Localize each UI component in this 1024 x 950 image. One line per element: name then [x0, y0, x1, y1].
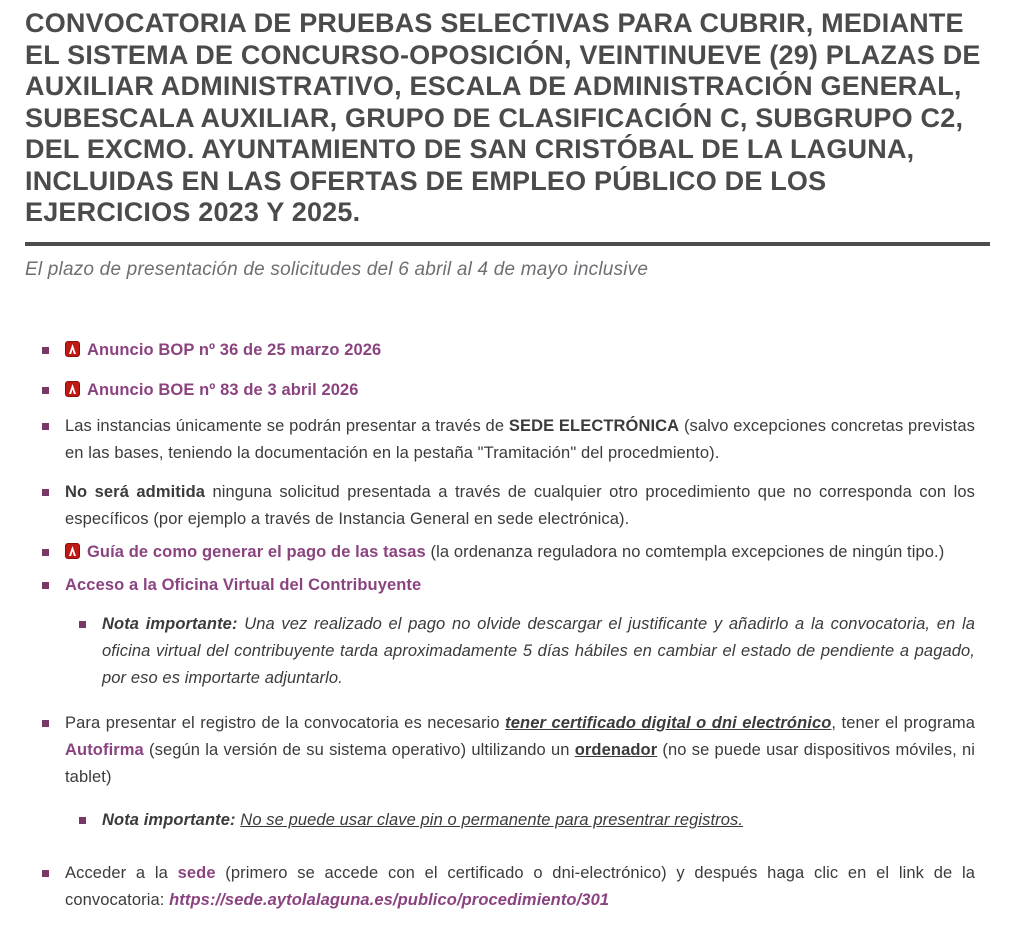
text-run: Las instancias únicamente se podrán presentar a través de	[65, 416, 509, 435]
text-run: Acceder a la	[65, 863, 178, 882]
nota-importante-label: Nota importante:	[102, 810, 241, 829]
pdf-icon	[65, 543, 80, 559]
sede-link[interactable]: sede	[177, 863, 216, 882]
anuncio-boe-link[interactable]	[65, 381, 359, 399]
list-item-content	[65, 377, 975, 404]
page-title: CONVOCATORIA DE PRUEBAS SELECTIVAS PARA CUBRIR, MEDIANTE EL SISTEMA DE CONCURSO-OPOSICIÓN, VEINTINUEVE (29) PLAZAS DE AUXILIAR ADMINISTRATIVO, ESCALA DE ADMINISTRACIÓN GENERAL, SUBESCALA AUXILIAR, GRUPO DE CLASIFICACIÓN C, SUBGRUPO C2, DEL EXCMO. AYUNTAMIENTO DE SAN CRISTÓBAL DE LA LAGUNA, INCLUIDAS EN LAS OFERTAS DE EMPLEO PÚBLICO DE LOS EJERCICIOS 2023 Y 2025.	[25, 8, 981, 227]
square-bullet-icon	[42, 387, 49, 394]
paragraph	[65, 413, 975, 467]
square-bullet-icon	[42, 423, 49, 430]
bullet-list	[25, 337, 990, 914]
text-run: (primero se accede con el certificado o dni-electrónico) y después haga clic en el link de la convocatoria:	[65, 863, 975, 909]
list-item-note	[79, 807, 975, 834]
oficina-virtual-link[interactable]	[65, 576, 421, 594]
paragraph	[65, 710, 975, 791]
square-bullet-icon	[42, 549, 49, 556]
subtitle: El plazo de presentación de solicitudes del 6 abril al 4 de mayo inclusive	[25, 258, 649, 280]
list-item	[42, 710, 975, 791]
convocatoria-url-link[interactable]: https://sede.aytolalaguna.es/publico/procedimiento/301	[169, 890, 610, 909]
square-bullet-icon	[79, 621, 86, 628]
square-bullet-icon	[42, 347, 49, 354]
list-item	[42, 860, 975, 914]
clave-pin-warning: No se puede usar clave pin o permanente para presentrar registros.	[240, 810, 744, 829]
text-run: (según la versión de su sistema operativo) ultilizando un	[143, 740, 575, 759]
guia-pago-tasas-label: Guía de como generar el pago de las tasas	[87, 542, 426, 561]
no-sera-admitida-emphasis: No será admitida	[65, 482, 206, 501]
oficina-virtual-label: Acceso a la Oficina Virtual del Contribuyente	[65, 575, 422, 594]
guia-pago-tasas-link[interactable]	[65, 543, 426, 561]
text-run: Para presentar el registro de la convocatoria es necesario	[65, 713, 506, 732]
pdf-icon	[65, 341, 80, 357]
paragraph	[65, 479, 975, 533]
autofirma-link[interactable]: Autofirma	[65, 740, 144, 759]
title-divider	[25, 242, 990, 246]
list-item	[42, 572, 975, 599]
anuncio-boe-label: Anuncio BOE nº 83 de 3 abril 2026	[87, 380, 359, 399]
note-paragraph	[102, 611, 975, 692]
list-item-content	[65, 337, 975, 364]
paragraph	[65, 860, 975, 914]
text-run: , tener el programa	[831, 713, 975, 732]
certificado-digital-emphasis: tener certificado digital o dni electrónico	[505, 713, 832, 732]
sede-electronica-emphasis: SEDE ELECTRÓNICA	[508, 416, 680, 435]
note-paragraph	[102, 807, 975, 834]
nota-importante-label: Nota importante:	[102, 614, 245, 633]
list-item	[42, 377, 975, 404]
list-item-note	[79, 611, 975, 692]
list-item-content	[65, 572, 975, 599]
list-item	[42, 479, 975, 533]
list-item	[42, 413, 975, 467]
list-item-content	[65, 539, 975, 566]
list-item	[42, 337, 975, 364]
ordenador-emphasis: ordenador	[574, 740, 658, 759]
text-run: Una vez realizado el pago no olvide descargar el justificante y añadirlo a la convocatoria, en la oficina virtual del contribuyente tarda aproximadamente 5 días hábiles en cambiar el estado de pendiente a pagado, por eso es importarte adjuntarlo.	[102, 614, 975, 687]
anuncio-bop-label: Anuncio BOP nº 36 de 25 marzo 2026	[87, 340, 382, 359]
text-run: (salvo excepciones concretas previstas en las bases, teniendo la documentación en la pestaña "Tramitación" del procedmiento).	[65, 416, 975, 462]
text-run: ninguna solicitud presentada a través de cualquier otro procedimiento que no corresponda con los específicos (por ejemplo a través de Instancia General en sede electrónica).	[65, 482, 975, 528]
text-run: (la ordenanza reguladora no comtempla excepciones de ningún tipo.)	[425, 542, 945, 561]
pdf-icon	[65, 381, 80, 397]
square-bullet-icon	[42, 870, 49, 877]
anuncio-bop-link[interactable]	[65, 341, 381, 359]
square-bullet-icon	[42, 489, 49, 496]
square-bullet-icon	[79, 817, 86, 824]
text-run: (no se puede usar dispositivos móviles, ni tablet)	[65, 740, 975, 786]
square-bullet-icon	[42, 582, 49, 589]
list-item	[42, 539, 975, 566]
square-bullet-icon	[42, 720, 49, 727]
